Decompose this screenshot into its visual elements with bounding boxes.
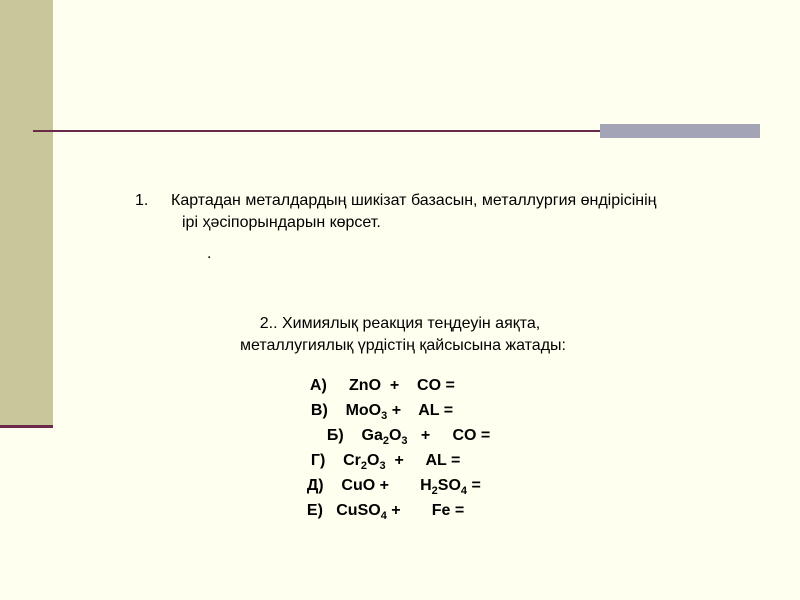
reactant-2: AL: [418, 402, 440, 419]
reactant-2: Fe: [431, 502, 451, 519]
equation-label: Б): [326, 427, 344, 444]
question-2-line-2: металлугиялық үрдістің қайсысына жатады:: [240, 337, 566, 354]
plus-sign: +: [379, 477, 389, 494]
reactant-1: MoO$_3$: [345, 402, 388, 422]
equals-sign: =: [454, 502, 465, 519]
equals-sign: =: [443, 402, 454, 419]
question-1-number: 1.: [135, 192, 149, 209]
reactant-1: CuSO$_4$: [336, 502, 387, 522]
equals-sign: =: [445, 377, 455, 394]
accent-bar: [600, 124, 760, 138]
equation-e: [298, 484, 464, 520]
sidebar-bottom-line: [0, 425, 53, 428]
equals-sign: =: [480, 427, 491, 444]
question-1-line-1: Картадан металдардың шикізат базасын, металлургия өндірісінің: [171, 192, 657, 209]
equation-label: В): [310, 402, 328, 419]
question-1-dot: .: [207, 245, 212, 262]
question-1-line-2: ірі ҳәсіпорындарын көрсет.: [182, 214, 381, 231]
question-2-line-1: 2.. Химиялық реакция теңдеуін аяқта,: [259, 315, 541, 332]
reactant-2: AL: [425, 452, 447, 469]
plus-sign: +: [394, 452, 404, 469]
plus-sign: +: [391, 502, 401, 519]
equation-label: Е): [306, 502, 323, 519]
equation-label: Г): [310, 452, 326, 469]
reactant-1: ZnO: [349, 377, 382, 394]
plus-sign: +: [389, 377, 400, 394]
reactant-1: CuO: [341, 477, 376, 494]
sidebar-panel: [0, 0, 53, 426]
reactant-2: $H_2SO_4$: [420, 477, 468, 497]
reactant-2: CO: [452, 427, 477, 444]
equals-sign: =: [450, 452, 461, 469]
equation-label: Д): [306, 477, 324, 494]
equals-sign: =: [471, 477, 481, 494]
equation-label: А): [309, 377, 327, 394]
reactant-1: $Cr_2O_3$: [343, 452, 386, 472]
plus-sign: +: [391, 402, 402, 419]
reactant-1: $Ga_2O_3$: [361, 427, 408, 447]
plus-sign: +: [420, 427, 431, 444]
reactant-2: CO: [417, 377, 442, 394]
